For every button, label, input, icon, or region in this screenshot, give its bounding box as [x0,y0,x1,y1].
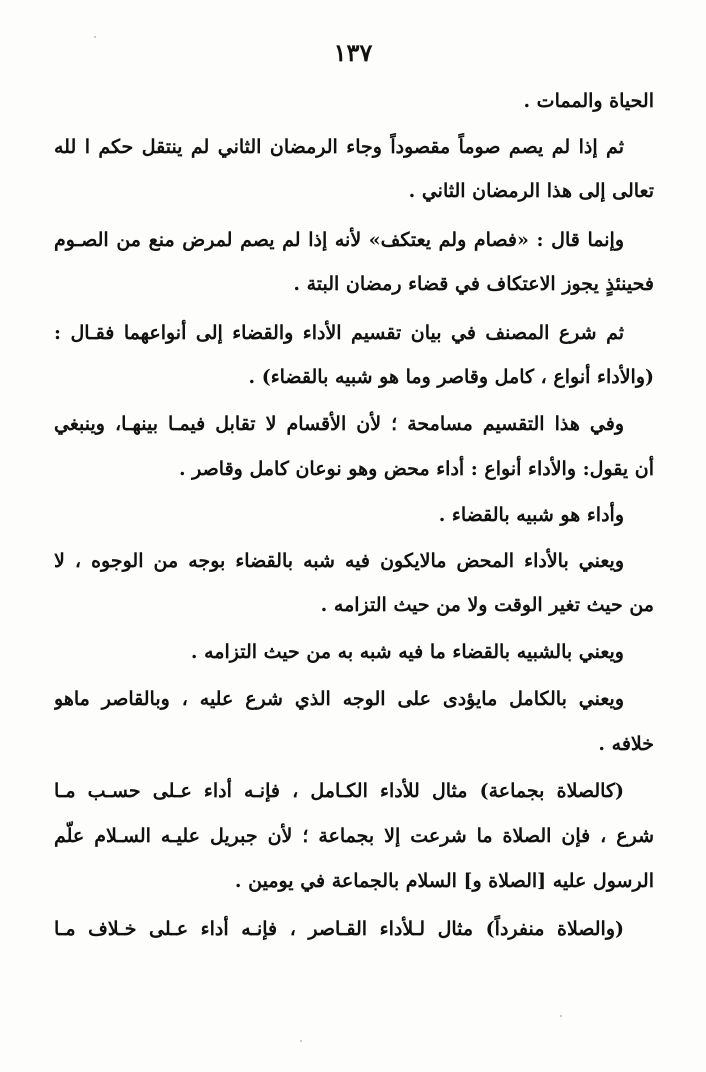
text-line-16: (كالصلاة بجماعة) مثال للأداء الكـامل ، فإنـه أداء عـلى حسـب مـا [54,780,624,802]
text-line-17: شرع ، فإن الصلاة ما شرعت إلا بجماعة ؛ لأن جبريل عليـه السـلام علّم [54,825,654,847]
page-number: ١٣٧ [333,38,373,67]
text-line-4: وإنما قال : «فصام ولم يعتكف» لأنه إذا لم يصم لمرض منع من الصـوم [54,229,624,251]
paper-speck [300,1040,302,1042]
text-line-10: وأداء هو شبيه بالقضاء . [438,504,624,526]
text-line-19: (والصلاة منفرداً) مثال لـلأداء القـاصر ، فإنـه أداء عـلى خـلاف مـا [54,918,624,940]
text-line-2: ثم إذا لم يصم صوماً مقصوداً وجاء الرمضان الثاني لم ينتقل حكم ا لله [54,136,624,158]
text-line-3: تعالى إلى هذا الرمضان الثاني . [408,180,654,202]
text-line-6: ثم شرع المصنف في بيان تقسيم الأداء والقضاء إلى أنواعهما فقـال : [54,322,624,344]
text-line-8: وفي هذا التقسيم مسامحة ؛ لأن الأقسام لا تقابل فيمـا بينهـا، وينبغي [54,413,624,435]
text-line-11: ويعني بالأداء المحض مالايكون فيه شبه بالقضاء بوجه من الوجوه ، لا [54,550,624,572]
text-line-18: الرسول عليه [الصلاة و] السلام بالجماعة في يومين . [234,870,654,892]
paper-speck [560,1015,562,1017]
text-line-9: أن يقول: والأداء أنواع : أداء محض وهو نوعان كامل وقاصر . [178,458,654,480]
text-line-12: من حيث تغير الوقت ولا من حيث التزامه . [320,594,654,616]
paper-speck [94,36,96,38]
text-line-15: خلافه . [598,733,654,755]
text-line-1: الحياة والممات . [523,90,654,112]
text-line-7: (والأداء أنواع ، كامل وقاصر وما هو شبيه بالقضاء) . [248,366,654,388]
text-line-13: ويعني بالشبيه بالقضاء ما فيه شبه به من حيث التزامه . [190,641,624,663]
text-line-14: ويعني بالكامل مايؤدى على الوجه الذي شرع عليه ، وبالقاصر ماهو [54,688,624,710]
text-line-5: فحينئذٍ يجوز الاعتكاف في قضاء رمضان البتة . [293,273,654,295]
